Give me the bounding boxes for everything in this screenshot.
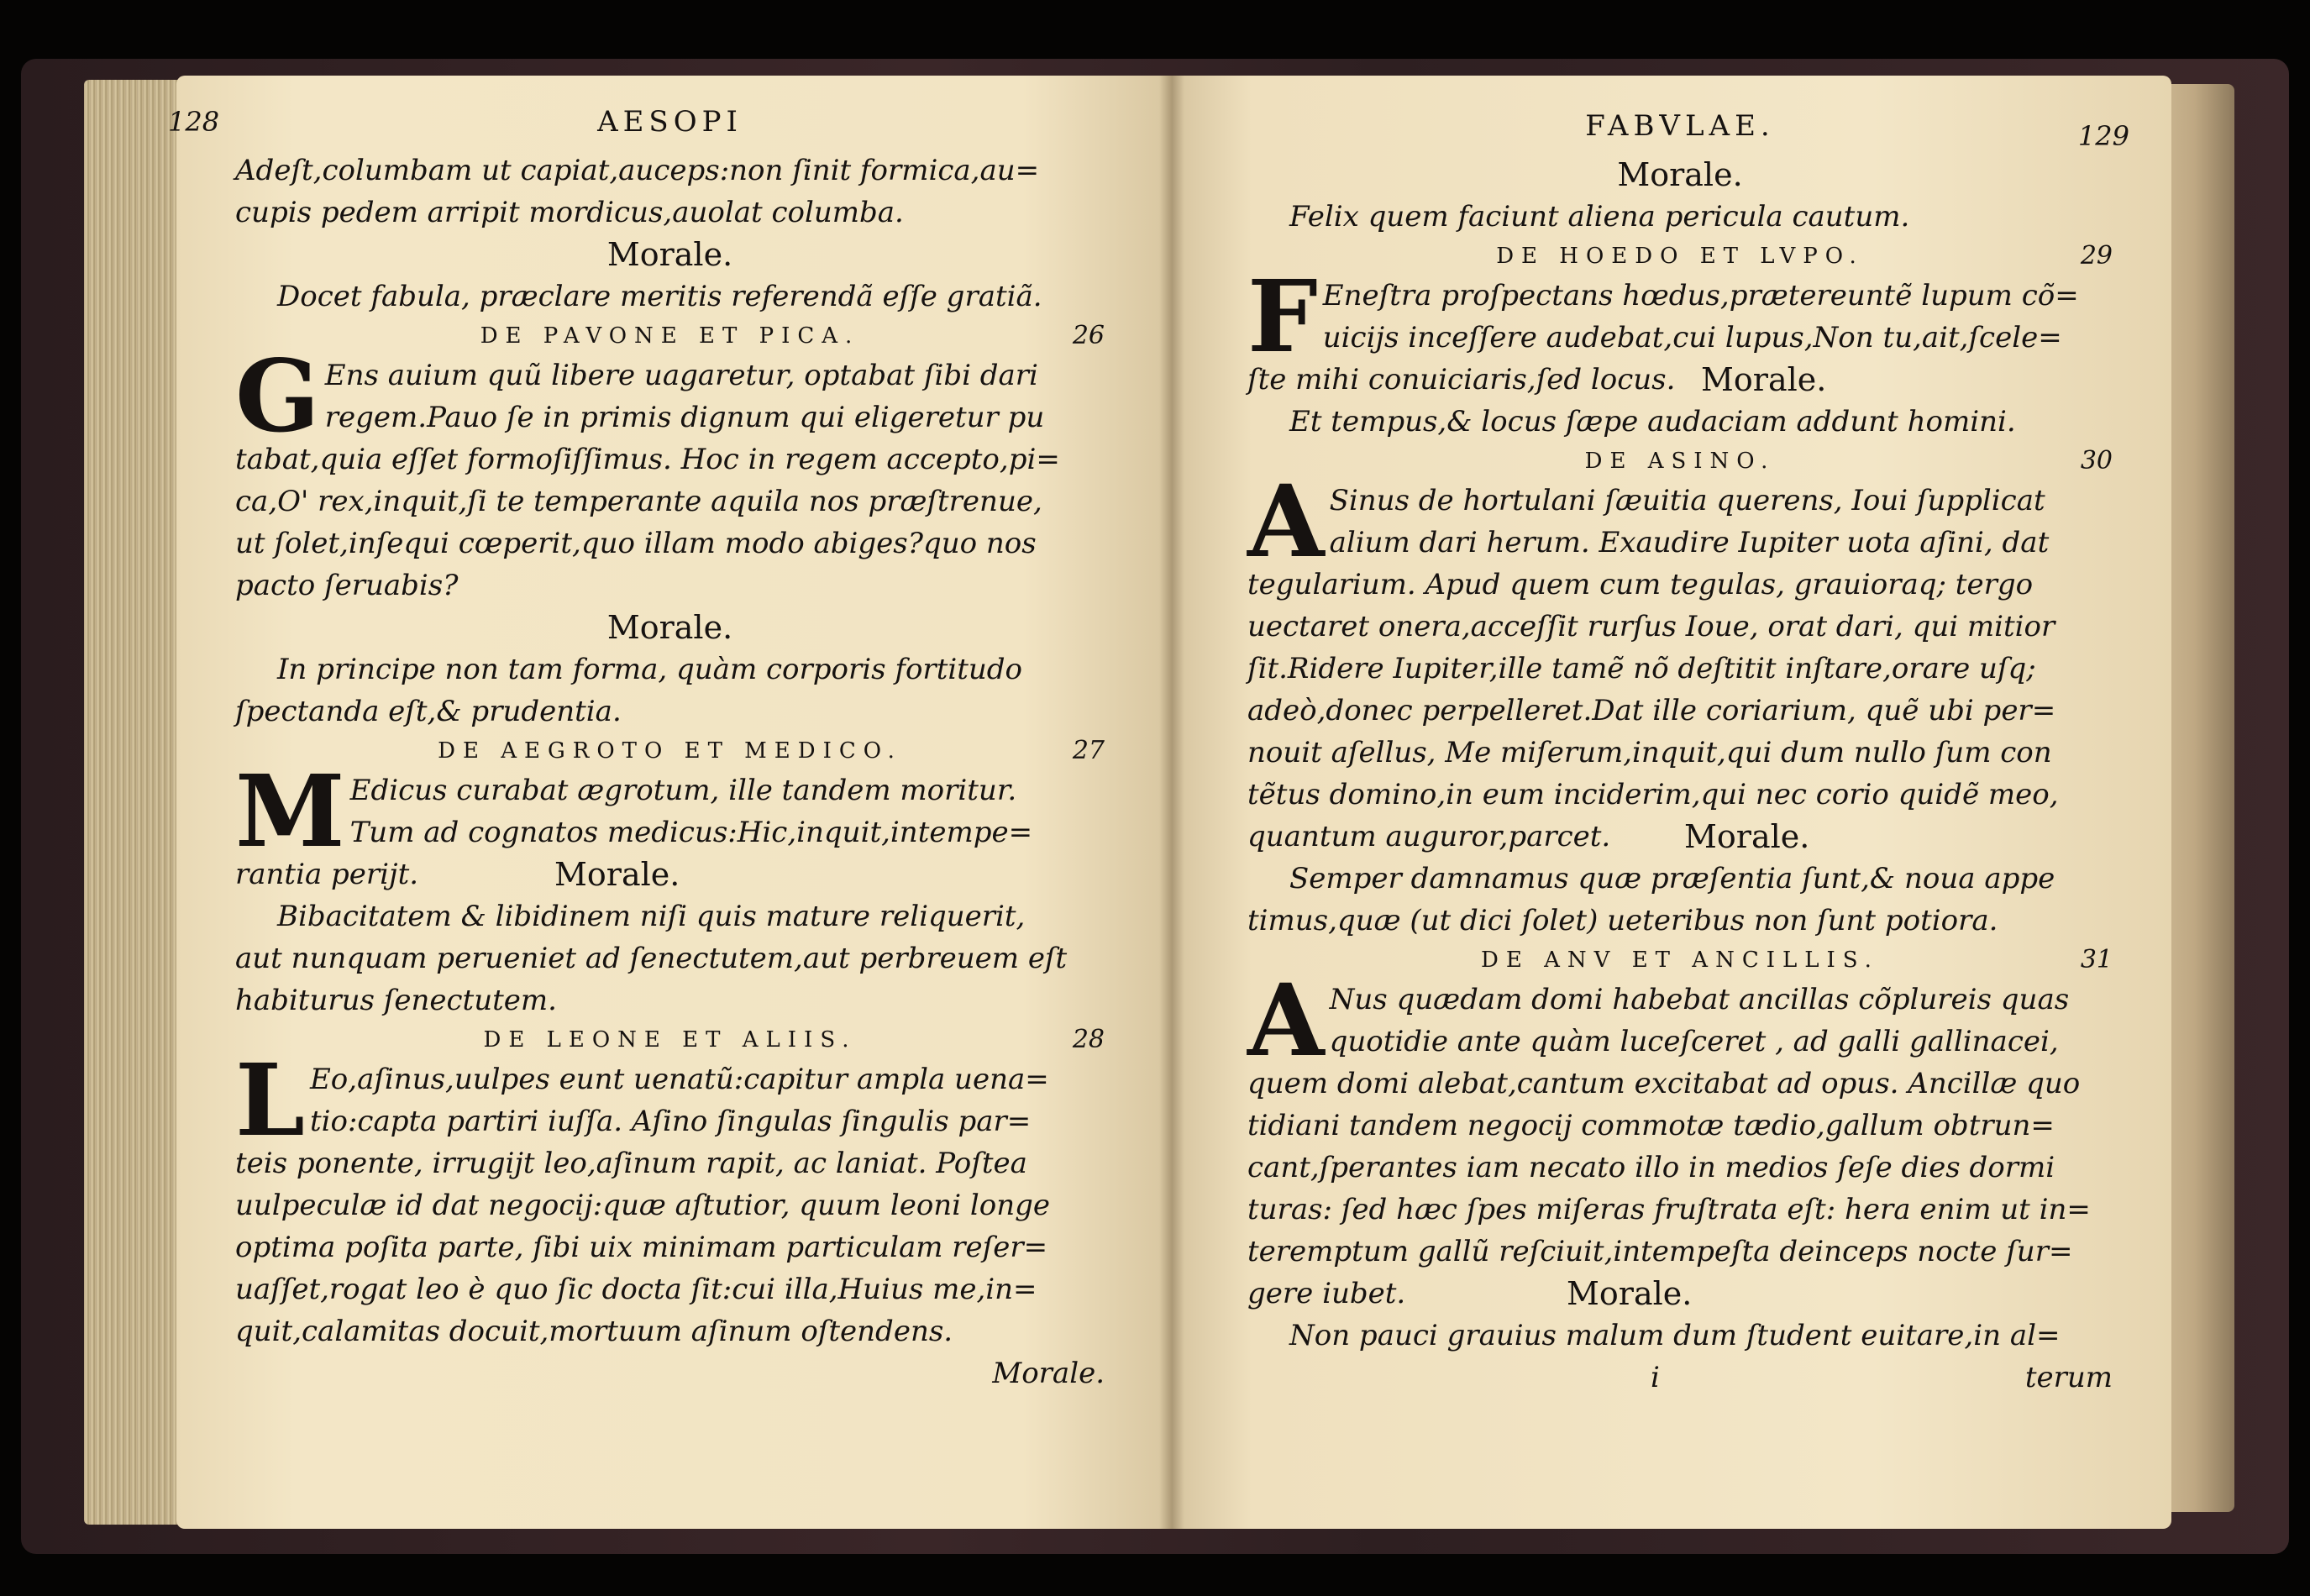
text-line: uicijs inceſſere audebat,cui lupus,Non tu,ait,ſcele= <box>1322 321 2062 354</box>
fable-paragraph <box>235 1042 1105 1158</box>
text-line: alium dari herum. Exaudire Iupiter uota aſini, dat <box>1329 526 2050 559</box>
fable-number: 31 <box>2080 945 2113 974</box>
running-title: AESOPI <box>597 105 743 139</box>
text-line: quit,calamitas docuit,mortuum aſinum oſtendens. <box>235 1315 953 1348</box>
text-line <box>1247 816 2113 858</box>
text-line-end: ſte mihi conuiciaris,ſed locus. <box>1247 363 1676 396</box>
morale-heading: Morale. <box>554 856 680 893</box>
drop-cap: A <box>1247 463 1325 580</box>
fable-title-text: DE PAVONE ET PICA. <box>480 323 860 349</box>
text-line: pacto ſeruabis? <box>235 569 459 602</box>
text-line: nouit aſellus, Me miſerum,inquit,qui dum nullo ſum con <box>1247 736 2052 769</box>
fable-title <box>235 732 1105 769</box>
fable-title-text: DE LEONE ET ALIIS. <box>483 1027 857 1053</box>
fable-number: 30 <box>2080 446 2113 475</box>
fable-title <box>1247 443 2113 480</box>
text-line: Ens auium quũ libere uagaretur, optabat ſibi dari <box>324 359 1038 392</box>
text-line: ſit.Ridere Iupiter,ille tamẽ nõ deſtitit inſtare,orare uſq; <box>1247 652 2036 685</box>
moral-line: Felix quem faciunt aliena pericula cautum. <box>1289 200 1910 234</box>
text-line: Eneſtra proſpectans hœdus,prætereuntẽ lupum cõ= <box>1322 279 2079 312</box>
moral-line: timus,quæ (ut dici ſolet) ueteribus non ſunt potiora. <box>1247 904 1998 937</box>
morale-heading: Morale. <box>606 236 733 273</box>
text-line: Adeſt,columbam ut capiat,auceps:non ſinit formica,au= <box>235 154 1040 187</box>
morale-heading: Morale. <box>1684 818 1810 855</box>
fable-title <box>1247 942 2113 979</box>
drop-cap: F <box>1247 258 1318 375</box>
text-line: uulpeculæ id dat negocij:quæ aſtutior, quum leoni longe <box>235 1189 1051 1222</box>
text-line: uaſſet,rogat leo è quo ſic docta ſit:cui illa,Huius me,in= <box>235 1273 1037 1306</box>
text-line-end: gere iubet. <box>1247 1277 1406 1310</box>
moral-line: ſpectanda eſt,& prudentia. <box>235 695 622 728</box>
fable-title <box>235 1021 1105 1058</box>
left-running-head <box>168 101 1105 150</box>
text-line: tegularium. Apud quem cum tegulas, grauioraq; tergo <box>1247 568 2034 601</box>
right-page <box>1172 76 2171 1529</box>
drop-cap: L <box>235 1042 305 1158</box>
moral-line: Et tempus,& locus ſæpe audaciam addunt homini. <box>1289 405 2016 438</box>
morale-heading: Morale. <box>606 609 733 646</box>
fable-title <box>235 318 1105 354</box>
fable-number: 28 <box>1072 1025 1105 1054</box>
page-footer <box>1247 1357 2113 1399</box>
fable-title-text: DE ANV ET ANCILLIS. <box>1481 948 1879 973</box>
right-running-head <box>1247 105 2129 154</box>
text-line: ca,O' rex,inquit,ſi te temperante aquila nos præſtrenue, <box>235 485 1042 518</box>
book-gutter <box>1159 76 1184 1529</box>
catchword: terum <box>2024 1361 2113 1394</box>
fable-paragraph <box>1247 258 2113 375</box>
fable-paragraph <box>1247 463 2113 580</box>
page-number: 129 <box>2077 120 2129 152</box>
fable-title-text: DE ASINO. <box>1584 449 1776 474</box>
signature-mark: i <box>1651 1361 1660 1394</box>
moral-line: aut nunquam perueniet ad ſenectutem,aut perbreuem eſt <box>235 942 1068 975</box>
fable-title-text: DE AEGROTO ET MEDICO. <box>438 738 902 764</box>
drop-cap: G <box>235 338 320 454</box>
moral-line: In principe non tam forma, quàm corporis fortitudo <box>277 653 1023 686</box>
text-line: regem.Pauo ſe in primis dignum qui eligeretur pu <box>324 401 1045 434</box>
morale-heading: Morale. <box>1617 156 1743 193</box>
text-line: Nus quædam domi habebat ancillas cõplureis quas <box>1329 983 2070 1016</box>
text-line: tabat,quia eſſet formoſiſſimus. Hoc in regem accepto,pi= <box>235 443 1060 476</box>
moral-line: Bibacitatem & libidinem niſi quis mature reliquerit, <box>277 900 1026 933</box>
drop-cap: A <box>1247 962 1325 1079</box>
right-page-text <box>1172 76 2171 1529</box>
running-title: FABVLAE. <box>1585 109 1775 143</box>
text-line-end: rantia perijt. <box>235 858 419 891</box>
fable-paragraph <box>235 338 1105 454</box>
text-line: cant,ſperantes iam necato illo in medios ſeſe dies dormi <box>1247 1151 2055 1184</box>
drop-cap: M <box>235 753 345 869</box>
text-line: Edicus curabat ægrotum, ille tandem moritur. <box>349 774 1017 807</box>
text-line: uectaret onera,acceſſit rurſus Ioue, orat dari, qui mitior <box>1247 610 2055 643</box>
fable-title-text: DE HOEDO ET LVPO. <box>1496 244 1864 269</box>
moral-line: habiturus ſenectutem. <box>235 984 557 1017</box>
text-line: quotidie ante quàm luceſceret , ad galli gallinacei, <box>1329 1025 2059 1058</box>
morale-heading: Morale. <box>1567 1275 1693 1312</box>
text-line: adeò,donec perpelleret.Dat ille coriarium, quẽ ubi per= <box>1247 694 2056 727</box>
text-line: tio:capta partiri iuſſa. Aſino ſingulas ſingulis par= <box>309 1105 1032 1138</box>
text-line <box>1247 1273 2113 1315</box>
moral-line: Non pauci grauius malum dum ſtudent euitare,in al= <box>1289 1319 2061 1352</box>
morale-heading: Morale. <box>1701 361 1827 398</box>
text-line: tidiani tandem negocij commotæ tædio,gallum obtrun= <box>1247 1109 2055 1142</box>
fable-number: 26 <box>1072 321 1105 350</box>
text-line: teremptum gallũ reſciuit,intempeſta deinceps nocte ſur= <box>1247 1235 2073 1268</box>
moral-line: Semper damnamus quæ præſentia ſunt,& noua appe <box>1289 862 2055 895</box>
page-number: 128 <box>168 106 220 138</box>
fable-number: 27 <box>1072 736 1105 765</box>
text-line <box>235 853 1105 895</box>
text-line: ut ſolet,inſequi cœperit,quo illam modo abiges?quo nos <box>235 527 1037 560</box>
text-line: tẽtus domino,in eum inciderim,qui nec corio quidẽ meo, <box>1247 778 2059 811</box>
text-line: Eo,aſinus,uulpes eunt uenatũ:capitur ampla uena= <box>309 1063 1049 1096</box>
moral-line: Docet fabula, præclare meritis referendã eſſe gratiã. <box>277 280 1042 313</box>
catchword: Morale. <box>992 1357 1105 1390</box>
fable-paragraph <box>1247 962 2113 1079</box>
text-line: optima poſita parte, ſibi uix minimam particulam reſer= <box>235 1231 1048 1264</box>
left-page <box>168 76 1172 1529</box>
fable-paragraph <box>235 753 1105 869</box>
fable-number: 29 <box>2080 241 2113 270</box>
text-line <box>1247 359 2113 401</box>
text-line-end: quantum auguror,parcet. <box>1247 820 1611 853</box>
fable-title <box>1247 238 2113 275</box>
text-line: cupis pedem arripit mordicus,auolat columba. <box>235 196 904 229</box>
text-line: quem domi alebat,cantum excitabat ad opus. Ancillæ quo <box>1247 1067 2081 1100</box>
text-line: turas: ſed hæc ſpes miſeras fruſtrata eſt: hera enim ut in= <box>1247 1193 2091 1226</box>
text-line: Tum ad cognatos medicus:Hic,inquit,intempe= <box>349 816 1033 849</box>
text-line: Sinus de hortulani ſæuitia querens, Ioui ſupplicat <box>1329 484 2045 517</box>
left-page-text <box>0 76 1172 1529</box>
text-line: teis ponente, irrugijt leo,aſinum rapit, ac laniat. Poſtea <box>235 1147 1027 1180</box>
